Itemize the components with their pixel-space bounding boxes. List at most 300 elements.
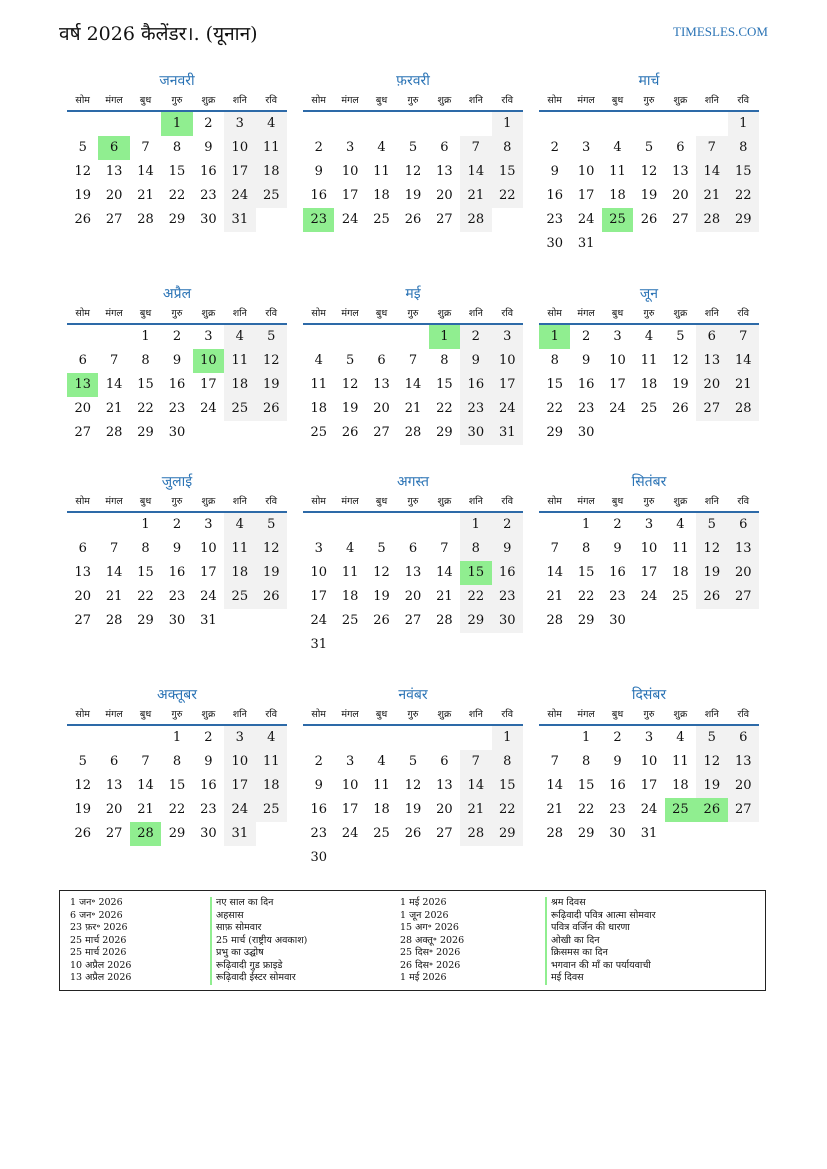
day-cell: 25 — [310, 425, 327, 440]
empty-cell — [460, 726, 491, 750]
day-cell: 1 — [581, 730, 591, 745]
day-cell: 18 — [224, 373, 255, 397]
empty-cell — [696, 421, 727, 445]
weekday-header — [303, 92, 523, 112]
empty-cell — [193, 421, 224, 445]
day-cell: 28 — [546, 613, 563, 628]
empty-cell — [366, 513, 397, 537]
day-cell: 23 — [200, 802, 217, 817]
day-cell: 17 — [640, 565, 658, 580]
month-block — [539, 283, 759, 445]
weekday-header — [539, 706, 759, 726]
day-cell: 13 — [105, 778, 123, 793]
day-cell: 21 — [460, 184, 491, 208]
empty-cell — [334, 846, 365, 870]
day-cell: 21 — [696, 184, 727, 208]
day-cell: 1 — [581, 517, 591, 532]
day-cell: 29 — [728, 208, 759, 232]
day-cell: 10 — [492, 349, 523, 373]
weekday-label: रवि — [265, 496, 278, 507]
day-cell: 6 — [440, 754, 449, 769]
weekday-label: शुक्र — [437, 496, 452, 507]
day-cell: 18 — [224, 561, 255, 585]
day-cell: 16 — [460, 373, 491, 397]
day-cell: 23 — [310, 826, 327, 841]
day-cell: 7 — [408, 353, 418, 368]
month-name: मार्च — [638, 73, 660, 89]
weekday-label: शुक्र — [673, 95, 688, 106]
day-cell: 21 — [728, 373, 759, 397]
weekday-label: मंगल — [577, 95, 595, 106]
empty-cell — [665, 232, 696, 256]
legend-holiday-name: भगवान की माँ का पर्यायवाची — [545, 960, 651, 973]
weekday-label: शनि — [232, 95, 247, 106]
empty-cell — [98, 726, 129, 750]
day-cell: 7 — [550, 541, 559, 556]
day-cell: 27 — [436, 826, 453, 841]
legend-holiday-name: रूढ़िवादी गुड फ्राइडे — [210, 960, 282, 973]
legend-date: 23 फ़र॰ 2026 — [70, 922, 128, 933]
day-cell: 4 — [644, 329, 654, 344]
day-cell: 28 — [546, 826, 563, 841]
day-cell: 13 — [672, 164, 689, 179]
month-name: फ़रवरी — [396, 73, 430, 89]
day-cell: 23 — [609, 589, 626, 604]
empty-cell — [492, 846, 523, 870]
day-cell: 5 — [408, 140, 418, 155]
day-cell: 5 — [345, 353, 355, 368]
empty-cell — [67, 112, 98, 136]
day-cell: 25 — [672, 589, 689, 604]
day-cell: 25 — [373, 826, 390, 841]
day-cell: 26 — [256, 397, 287, 421]
legend-date: 26 दिस॰ 2026 — [400, 959, 461, 971]
day-cell: 13 — [436, 778, 453, 793]
day-cell: 16 — [577, 377, 595, 392]
weekday-label: शनि — [468, 308, 483, 319]
day-cell: 2 — [613, 517, 622, 532]
day-cell: 28 — [105, 425, 123, 440]
empty-cell — [429, 726, 460, 750]
day-cell: 7 — [728, 325, 759, 349]
weekday-header — [303, 706, 523, 726]
weekday-label: बुध — [611, 308, 624, 319]
weekday-label: रवि — [501, 496, 514, 507]
day-cell: 26 — [256, 585, 287, 609]
day-cell: 11 — [672, 541, 689, 556]
day-cell: 10 — [640, 754, 658, 769]
day-cell: 21 — [137, 188, 154, 203]
month-block — [67, 70, 287, 232]
day-cell: 3 — [345, 140, 355, 155]
day-cell: 7 — [460, 750, 491, 774]
weekday-header — [303, 305, 523, 325]
legend-holiday-name: 25 मार्च (राष्ट्रीय अवकाश) — [210, 935, 307, 948]
month-name: जनवरी — [159, 73, 195, 89]
weekday-label: गुरु — [407, 496, 419, 507]
day-cell: 19 — [341, 401, 359, 416]
day-cell: 17 — [200, 377, 217, 392]
day-cell: 16 — [200, 164, 217, 179]
day-cell: 9 — [314, 164, 323, 179]
day-cell: 17 — [492, 373, 523, 397]
empty-cell — [366, 726, 397, 750]
day-cell: 21 — [105, 589, 123, 604]
empty-cell — [429, 513, 460, 537]
day-cell: 12 — [672, 353, 689, 368]
day-cell: 14 — [460, 160, 491, 184]
day-cell: 12 — [74, 778, 91, 793]
empty-cell — [728, 232, 759, 256]
day-cell: 18 — [256, 774, 287, 798]
day-cell: 2 — [172, 517, 182, 532]
day-cell: 18 — [310, 401, 327, 416]
empty-cell — [728, 421, 759, 445]
day-cell: 5 — [78, 140, 87, 155]
day-cell: 9 — [492, 537, 523, 561]
day-cell: 1 — [141, 329, 150, 344]
day-cell: 25 — [341, 613, 359, 628]
day-cell: 14 — [696, 160, 727, 184]
month-block — [303, 70, 523, 232]
weekday-label: रवि — [265, 308, 278, 319]
empty-cell — [570, 112, 601, 136]
empty-cell — [492, 633, 523, 657]
empty-cell — [492, 208, 523, 232]
day-cell: 9 — [581, 353, 591, 368]
legend-holiday-name: श्रम दिवस — [545, 897, 586, 910]
day-cell: 10 — [224, 136, 255, 160]
weekday-label: शुक्र — [673, 496, 688, 507]
weekday-label: सोम — [547, 95, 562, 106]
day-cell: 14 — [105, 565, 123, 580]
weekday-label: शुक्र — [201, 308, 216, 319]
day-cell: 16 — [609, 778, 626, 793]
day-cell: 17 — [341, 188, 359, 203]
day-cell: 27 — [436, 212, 453, 227]
weekday-label: गुरु — [407, 308, 419, 319]
day-cell: 17 — [609, 377, 626, 392]
day-cell: 14 — [436, 565, 453, 580]
day-cell: 7 — [550, 754, 559, 769]
empty-cell — [67, 726, 98, 750]
day-cell: 23 — [609, 802, 626, 817]
weekday-label: शुक्र — [437, 95, 452, 106]
day-cell: 4 — [676, 730, 685, 745]
empty-cell — [696, 609, 727, 633]
day-cell: 4 — [314, 353, 323, 368]
day-cell: 10 — [577, 164, 595, 179]
day-cell: 4 — [377, 140, 386, 155]
empty-cell — [696, 822, 727, 846]
day-cell: 8 — [492, 750, 523, 774]
day-cell: 30 — [577, 425, 595, 440]
day-cell: 3 — [314, 541, 323, 556]
empty-cell — [539, 112, 570, 136]
day-grid — [67, 325, 287, 445]
day-cell: 2 — [204, 730, 213, 745]
empty-cell — [665, 112, 696, 136]
day-cell: 10 — [310, 565, 327, 580]
weekday-label: शनि — [468, 496, 483, 507]
legend-date: 28 अक्तू॰ 2026 — [400, 934, 465, 946]
legend-holiday-name: क्रिसमस का दिन — [545, 947, 608, 960]
empty-cell — [366, 325, 397, 349]
site-link[interactable]: TIMESLES.COM — [673, 24, 768, 39]
day-cell: 20 — [728, 561, 759, 585]
empty-cell — [334, 633, 365, 657]
day-cell: 5 — [676, 329, 685, 344]
weekday-label: गुरु — [407, 709, 419, 720]
weekday-header — [303, 493, 523, 513]
empty-cell — [334, 112, 365, 136]
weekday-label: सोम — [311, 496, 326, 507]
day-cell: 24 — [310, 613, 327, 628]
day-cell: 6 — [78, 541, 87, 556]
day-cell: 6 — [440, 140, 449, 155]
month-block — [303, 283, 523, 445]
day-cell: 27 — [696, 397, 727, 421]
weekday-label: गुरु — [643, 308, 655, 319]
day-cell: 8 — [581, 754, 591, 769]
day-cell: 17 — [577, 188, 595, 203]
weekday-label: सोम — [311, 709, 326, 720]
weekday-label: सोम — [311, 95, 326, 106]
empty-cell — [130, 112, 161, 136]
day-cell: 22 — [492, 798, 523, 822]
day-cell: 30 — [460, 421, 491, 445]
day-cell: 8 — [172, 754, 182, 769]
day-cell: 20 — [105, 802, 123, 817]
day-cell: 2 — [314, 140, 323, 155]
empty-cell — [98, 112, 129, 136]
day-cell: 14 — [404, 377, 422, 392]
day-cell: 15 — [728, 160, 759, 184]
day-cell: 30 — [609, 613, 626, 628]
day-cell: 5 — [408, 754, 418, 769]
day-cell: 24 — [640, 589, 658, 604]
day-cell: 5 — [256, 513, 287, 537]
weekday-label: शुक्र — [201, 95, 216, 106]
day-cell: 11 — [310, 377, 327, 392]
day-cell: 20 — [436, 188, 453, 203]
day-cell: 2 — [460, 325, 491, 349]
day-cell: 27 — [373, 425, 390, 440]
day-cell: 31 — [224, 822, 255, 846]
day-cell: 1 — [429, 325, 460, 349]
day-cell: 6 — [377, 353, 386, 368]
day-cell: 29 — [577, 826, 595, 841]
day-cell: 22 — [728, 184, 759, 208]
legend-date: 10 अप्रैल 2026 — [70, 959, 132, 971]
day-cell: 8 — [141, 541, 150, 556]
day-cell: 22 — [492, 184, 523, 208]
day-cell: 6 — [728, 726, 759, 750]
empty-cell — [130, 726, 161, 750]
day-cell: 24 — [224, 184, 255, 208]
empty-cell — [665, 609, 696, 633]
day-cell: 22 — [137, 401, 154, 416]
day-cell: 12 — [341, 377, 359, 392]
month-block — [303, 471, 523, 657]
day-cell: 8 — [172, 140, 182, 155]
weekday-label: सोम — [75, 709, 90, 720]
day-cell: 13 — [436, 164, 453, 179]
day-cell: 25 — [602, 208, 633, 232]
day-cell: 18 — [672, 778, 689, 793]
weekday-label: गुरु — [643, 496, 655, 507]
day-cell: 24 — [609, 401, 626, 416]
day-cell: 25 — [640, 401, 658, 416]
month-block — [67, 283, 287, 445]
month-name: दिसंबर — [631, 687, 667, 703]
empty-cell — [633, 421, 664, 445]
weekday-label: बुध — [611, 709, 624, 720]
day-cell: 12 — [74, 164, 91, 179]
weekday-label: शनि — [232, 496, 247, 507]
day-cell: 29 — [168, 212, 186, 227]
month-name: अगस्त — [396, 474, 429, 490]
day-cell: 3 — [224, 726, 255, 750]
empty-cell — [334, 325, 365, 349]
day-grid — [303, 112, 523, 232]
month-block — [303, 684, 523, 870]
day-cell: 25 — [224, 397, 255, 421]
day-cell: 27 — [105, 826, 123, 841]
empty-cell — [696, 112, 727, 136]
day-cell: 23 — [492, 585, 523, 609]
weekday-label: सोम — [547, 308, 562, 319]
weekday-label: सोम — [75, 95, 90, 106]
day-cell: 19 — [256, 561, 287, 585]
day-cell: 10 — [200, 541, 217, 556]
day-cell: 15 — [436, 377, 453, 392]
day-cell: 8 — [440, 353, 449, 368]
weekday-header — [67, 493, 287, 513]
weekday-label: बुध — [611, 496, 624, 507]
weekday-label: शनि — [468, 709, 483, 720]
day-cell: 4 — [377, 754, 386, 769]
day-cell: 20 — [672, 188, 689, 203]
day-cell: 9 — [613, 541, 622, 556]
day-cell: 18 — [341, 589, 359, 604]
empty-cell — [98, 513, 129, 537]
day-cell: 25 — [256, 184, 287, 208]
day-cell: 21 — [546, 589, 563, 604]
day-cell: 28 — [137, 212, 154, 227]
day-cell: 4 — [224, 325, 255, 349]
day-cell: 29 — [492, 822, 523, 846]
day-cell: 5 — [696, 513, 727, 537]
day-cell: 8 — [141, 353, 150, 368]
month-block — [67, 684, 287, 846]
day-cell: 19 — [404, 188, 422, 203]
weekday-label: बुध — [611, 95, 624, 106]
day-cell: 18 — [373, 188, 390, 203]
day-cell: 21 — [404, 401, 422, 416]
day-cell: 4 — [256, 112, 287, 136]
weekday-label: मंगल — [341, 308, 359, 319]
day-cell: 3 — [644, 730, 654, 745]
day-cell: 15 — [137, 565, 154, 580]
empty-cell — [303, 112, 334, 136]
empty-cell — [665, 421, 696, 445]
day-cell: 11 — [224, 349, 255, 373]
day-cell: 20 — [74, 589, 91, 604]
day-cell: 22 — [577, 589, 595, 604]
day-cell: 14 — [460, 774, 491, 798]
weekday-label: रवि — [501, 308, 514, 319]
weekday-header — [67, 305, 287, 325]
day-cell: 24 — [341, 212, 359, 227]
weekday-label: शुक्र — [201, 709, 216, 720]
legend-date: 15 अग॰ 2026 — [400, 922, 459, 933]
empty-cell — [728, 609, 759, 633]
day-cell: 3 — [492, 325, 523, 349]
day-cell: 21 — [546, 802, 563, 817]
legend-date: 25 मार्च 2026 — [70, 947, 127, 958]
empty-cell — [728, 822, 759, 846]
day-cell: 18 — [256, 160, 287, 184]
day-cell: 20 — [404, 589, 422, 604]
day-cell: 11 — [256, 136, 287, 160]
day-cell: 15 — [168, 164, 186, 179]
legend-date: 25 दिस॰ 2026 — [400, 947, 461, 958]
weekday-label: रवि — [737, 496, 750, 507]
weekday-header — [539, 92, 759, 112]
weekday-label: सोम — [311, 308, 326, 319]
weekday-label: शुक्र — [437, 709, 452, 720]
day-cell: 3 — [581, 140, 591, 155]
day-cell: 30 — [310, 850, 327, 865]
weekday-header — [539, 305, 759, 325]
empty-cell — [460, 633, 491, 657]
empty-cell — [460, 846, 491, 870]
day-cell: 13 — [404, 565, 422, 580]
day-cell: 15 — [546, 377, 563, 392]
weekday-label: मंगल — [341, 496, 359, 507]
day-cell: 30 — [546, 236, 563, 251]
weekday-label: गुरु — [643, 95, 655, 106]
day-cell: 14 — [546, 778, 563, 793]
weekday-label: शुक्र — [673, 308, 688, 319]
day-cell: 18 — [672, 565, 689, 580]
weekday-label: बुध — [139, 95, 152, 106]
weekday-label: मंगल — [341, 709, 359, 720]
empty-cell — [397, 846, 428, 870]
legend-date: 6 जन॰ 2026 — [70, 909, 123, 921]
day-cell: 18 — [373, 802, 390, 817]
day-cell: 9 — [172, 353, 182, 368]
weekday-label: शुक्र — [201, 496, 216, 507]
day-cell: 26 — [74, 212, 91, 227]
day-cell: 19 — [404, 802, 422, 817]
day-cell: 10 — [341, 164, 359, 179]
day-cell: 16 — [609, 565, 626, 580]
day-cell: 4 — [256, 726, 287, 750]
weekday-label: शुक्र — [437, 308, 452, 319]
day-cell: 24 — [200, 401, 217, 416]
day-cell: 7 — [141, 754, 150, 769]
day-cell: 28 — [460, 822, 491, 846]
month-name: अप्रैल — [162, 286, 192, 302]
day-cell: 15 — [460, 561, 491, 585]
day-cell: 16 — [168, 565, 186, 580]
day-cell: 30 — [168, 613, 186, 628]
day-cell: 11 — [373, 164, 390, 179]
day-cell: 23 — [168, 589, 186, 604]
day-cell: 24 — [224, 798, 255, 822]
